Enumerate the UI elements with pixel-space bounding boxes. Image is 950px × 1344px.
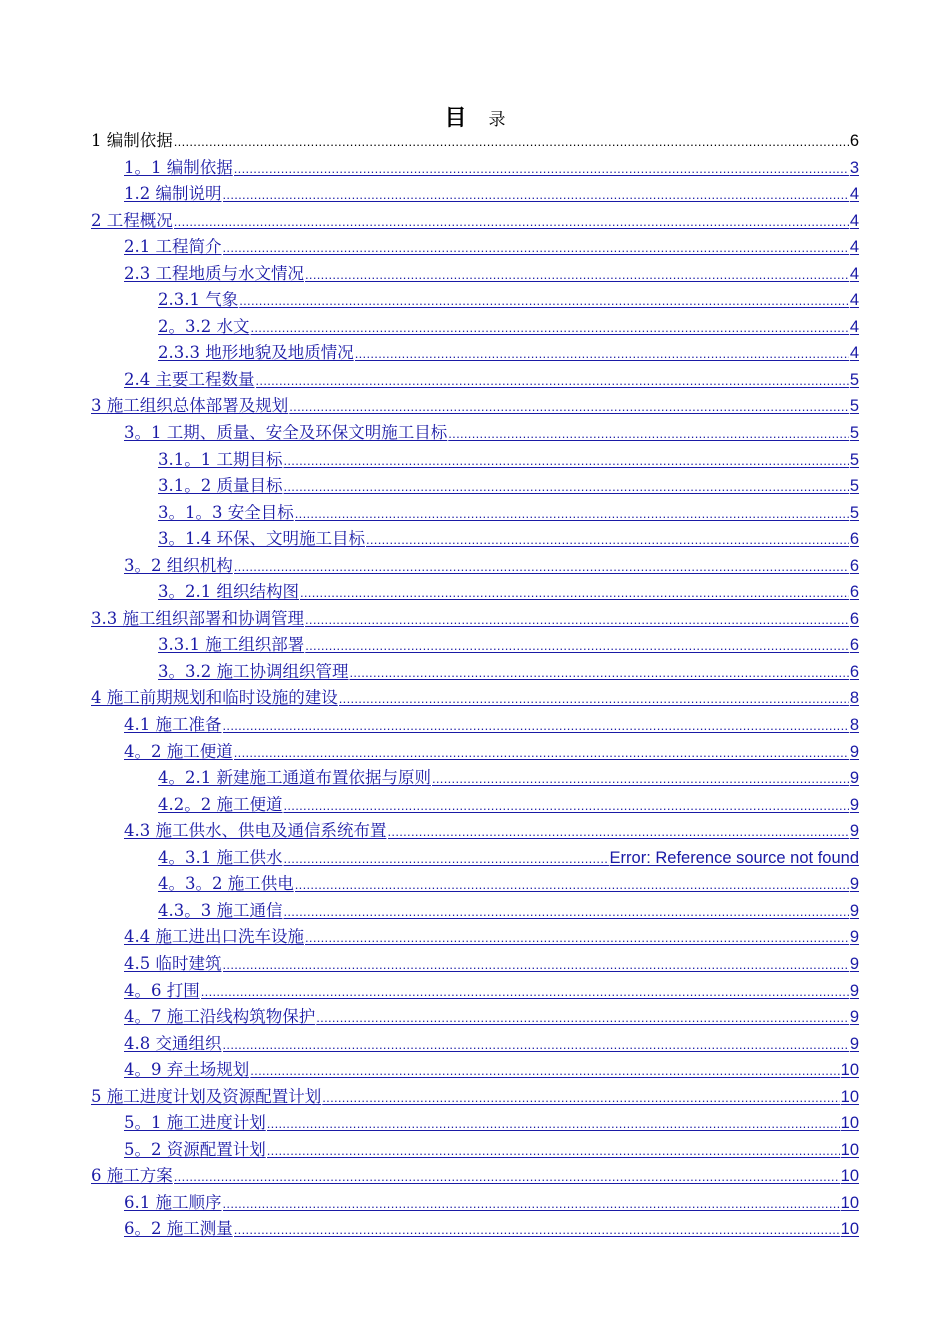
toc-entry-page-number: 8 <box>849 716 859 735</box>
toc-entry-title: 1。1 编制依据 <box>124 157 233 177</box>
toc-leader-dots <box>267 1138 840 1164</box>
toc-entry-page-number: 6 <box>849 556 859 575</box>
toc-entry-page-number: 5 <box>849 424 859 443</box>
toc-leader-dots <box>223 1191 840 1217</box>
toc-entry-title: 3.1。2 质量目标 <box>158 476 283 496</box>
toc-entry-page-number: 6 <box>849 662 859 681</box>
toc-entry-page-number: Error: Reference source not found <box>609 848 859 867</box>
toc-entry-title: 4.8 交通组织 <box>124 1033 222 1053</box>
toc-entry[interactable] <box>91 1137 859 1164</box>
toc-entry-page-number: 9 <box>849 1034 859 1053</box>
toc-entry-title: 5。1 施工进度计划 <box>124 1113 266 1133</box>
toc-entry[interactable] <box>91 765 859 792</box>
toc-entry[interactable] <box>91 234 859 261</box>
toc-entry-title: 2.3.1 气象 <box>158 290 239 310</box>
toc-leader-dots <box>366 527 849 553</box>
toc-entry-title: 4。9 弃土场规划 <box>124 1060 250 1080</box>
toc-entry[interactable] <box>91 261 859 288</box>
toc-leader-dots <box>239 288 849 314</box>
toc-entry[interactable] <box>91 978 859 1005</box>
toc-entry-title: 2.4 主要工程数量 <box>124 369 255 389</box>
toc-entry-page-number: 10 <box>840 1087 859 1106</box>
toc-entry-page-number: 10 <box>840 1061 859 1080</box>
toc-leader-dots <box>234 554 849 580</box>
toc-entry-title: 3。2.1 组织结构图 <box>158 582 299 602</box>
toc-entry[interactable] <box>91 739 859 766</box>
toc-entry-title: 4 施工前期规划和临时设施的建设 <box>91 688 338 708</box>
toc-leader-dots <box>289 394 849 420</box>
toc-entry-title: 5。2 资源配置计划 <box>124 1139 266 1159</box>
toc-entry-title: 2.3.3 地形地貌及地质情况 <box>158 343 354 363</box>
toc-entry-page-number: 10 <box>840 1193 859 1212</box>
toc-entry-page-number: 5 <box>849 397 859 416</box>
toc-entry-title: 4。7 施工沿线构筑物保护 <box>124 1007 316 1027</box>
toc-entry-page-number: 9 <box>849 875 859 894</box>
toc-entry[interactable] <box>91 579 859 606</box>
toc-entry-page-number: 5 <box>849 450 859 469</box>
toc-entry[interactable] <box>91 685 859 712</box>
toc-entry[interactable] <box>91 871 859 898</box>
toc-entry-title: 2.1 工程简介 <box>124 237 222 257</box>
toc-entry-title: 4。6 打围 <box>124 980 200 1000</box>
toc-entry-page-number: 5 <box>849 370 859 389</box>
toc-leader-dots <box>174 129 849 155</box>
toc-leader-dots <box>223 1032 849 1058</box>
toc-entry-page-number: 4 <box>849 211 859 230</box>
toc-leader-dots <box>174 1164 840 1190</box>
toc-entry[interactable] <box>91 314 859 341</box>
toc-entry-title: 6 施工方案 <box>91 1166 173 1186</box>
toc-entry[interactable] <box>91 500 859 527</box>
toc-entry-page-number: 6 <box>849 636 859 655</box>
toc-leader-dots <box>300 580 849 606</box>
toc-leader-dots <box>295 501 849 527</box>
toc-leader-dots <box>234 740 849 766</box>
toc-entry[interactable] <box>91 951 859 978</box>
toc-entry-page-number: 9 <box>849 1008 859 1027</box>
toc-entry[interactable] <box>91 420 859 447</box>
toc-entry-page-number: 6 <box>849 132 859 150</box>
toc-leader-dots <box>283 846 608 872</box>
toc-entry-title: 4.4 施工进出口洗车设施 <box>124 927 304 947</box>
toc-entry[interactable] <box>91 632 859 659</box>
toc-entry-title: 4.1 施工准备 <box>124 715 222 735</box>
toc-entry-title: 4。3.1 施工供水 <box>158 847 283 867</box>
toc-leader-dots <box>223 713 849 739</box>
toc-entry-title: 4。2.1 新建施工通道布置依据与原则 <box>158 768 431 788</box>
toc-entry-title: 4。2 施工便道 <box>124 741 233 761</box>
toc-entry[interactable] <box>91 712 859 739</box>
toc-entry[interactable] <box>91 208 859 235</box>
toc-entry-page-number: 9 <box>849 742 859 761</box>
toc-entry[interactable] <box>91 340 859 367</box>
toc-leader-dots <box>322 1085 839 1111</box>
toc-entry-title: 4.3 施工供水、供电及通信系统布置 <box>124 821 387 841</box>
toc-leader-dots <box>223 235 849 261</box>
toc-entry-title: 4.5 临时建筑 <box>124 953 222 973</box>
toc-entry-title: 6。2 施工测量 <box>124 1219 233 1239</box>
toc-title-main: 目 <box>444 105 467 131</box>
toc-entry[interactable] <box>91 1216 859 1243</box>
toc-leader-dots <box>355 341 849 367</box>
toc-entry[interactable] <box>91 792 859 819</box>
toc-entry-page-number: 10 <box>840 1220 859 1239</box>
toc-entry-title: 2.3 工程地质与水文情况 <box>124 263 304 283</box>
toc-entry-page-number: 3 <box>849 158 859 177</box>
toc-entry-title: 4.2。2 施工便道 <box>158 794 283 814</box>
toc-entry-page-number: 9 <box>849 769 859 788</box>
toc-entry-title: 1 编制依据 <box>91 131 173 150</box>
toc-leader-dots <box>250 315 848 341</box>
toc-entry-page-number: 9 <box>849 795 859 814</box>
toc-entry-page-number: 4 <box>849 344 859 363</box>
toc-entry-title: 2 工程概况 <box>91 210 173 230</box>
toc-entry[interactable] <box>91 845 859 872</box>
toc-entry-page-number: 9 <box>849 901 859 920</box>
toc-entry-title: 3。1。3 安全目标 <box>158 502 294 522</box>
toc-leader-dots <box>349 660 848 686</box>
toc-entry-page-number: 6 <box>849 583 859 602</box>
toc-entry-page-number: 8 <box>849 689 859 708</box>
toc-entry[interactable] <box>91 1004 859 1031</box>
toc-entry[interactable] <box>91 818 859 845</box>
toc-leader-dots <box>267 1111 840 1137</box>
toc-entry-page-number: 4 <box>849 264 859 283</box>
toc-entry-page-number: 10 <box>840 1114 859 1133</box>
toc-leader-dots <box>295 872 849 898</box>
toc-entry[interactable] <box>91 473 859 500</box>
toc-leader-dots <box>448 421 849 447</box>
toc-entry <box>91 128 859 155</box>
toc-entry-page-number: 5 <box>849 503 859 522</box>
toc-entry-page-number: 9 <box>849 928 859 947</box>
toc-entry[interactable] <box>91 287 859 314</box>
toc-entry-title: 2。3.2 水文 <box>158 316 250 336</box>
toc-leader-dots <box>234 1217 840 1243</box>
toc-leader-dots <box>223 182 849 208</box>
toc-entry-title: 4.3。3 施工通信 <box>158 900 283 920</box>
toc-entry[interactable] <box>91 1163 859 1190</box>
toc-entry[interactable] <box>91 526 859 553</box>
toc-leader-dots <box>305 633 849 659</box>
toc-entry[interactable] <box>91 1031 859 1058</box>
toc-entry-page-number: 9 <box>849 822 859 841</box>
toc-leader-dots <box>234 156 849 182</box>
toc-entry-title: 3.1。1 工期目标 <box>158 449 283 469</box>
toc-entry-page-number: 9 <box>849 981 859 1000</box>
toc-entry[interactable] <box>91 1084 859 1111</box>
table-of-contents <box>91 128 859 1243</box>
toc-entry-title: 6.1 施工顺序 <box>124 1192 222 1212</box>
toc-entry[interactable] <box>91 393 859 420</box>
toc-entry-title: 3。2 组织机构 <box>124 555 233 575</box>
toc-leader-dots <box>174 209 849 235</box>
toc-leader-dots <box>305 607 849 633</box>
toc-entry[interactable] <box>91 1057 859 1084</box>
toc-entry[interactable] <box>91 553 859 580</box>
toc-entry-title: 3 施工组织总体部署及规划 <box>91 396 289 416</box>
toc-leader-dots <box>316 1005 849 1031</box>
toc-entry-page-number: 6 <box>849 530 859 549</box>
toc-entry-page-number: 10 <box>840 1167 859 1186</box>
toc-leader-dots <box>388 819 849 845</box>
toc-entry-page-number: 6 <box>849 609 859 628</box>
toc-entry[interactable] <box>91 606 859 633</box>
toc-entry-title: 3.3.1 施工组织部署 <box>158 635 305 655</box>
toc-entry-title: 3。3.2 施工协调组织管理 <box>158 661 349 681</box>
toc-entry[interactable] <box>91 659 859 686</box>
toc-entry-page-number: 4 <box>849 317 859 336</box>
toc-leader-dots <box>283 793 848 819</box>
toc-leader-dots <box>283 448 848 474</box>
toc-entry-title: 3。1.4 环保、文明施工目标 <box>158 529 365 549</box>
toc-leader-dots <box>305 925 849 951</box>
toc-entry-title: 4。3。2 施工供电 <box>158 874 294 894</box>
toc-entry[interactable] <box>91 155 859 182</box>
toc-leader-dots <box>256 368 849 394</box>
toc-leader-dots <box>201 979 849 1005</box>
toc-leader-dots <box>305 262 849 288</box>
toc-entry-page-number: 5 <box>849 477 859 496</box>
toc-entry[interactable] <box>91 898 859 925</box>
toc-entry[interactable] <box>91 447 859 474</box>
toc-leader-dots <box>250 1058 839 1084</box>
toc-entry-page-number: 4 <box>849 185 859 204</box>
toc-leader-dots <box>283 474 848 500</box>
toc-entry[interactable] <box>91 367 859 394</box>
toc-leader-dots <box>223 952 849 978</box>
toc-entry[interactable] <box>91 924 859 951</box>
toc-entry-title: 3.3 施工组织部署和协调管理 <box>91 608 304 628</box>
toc-entry-page-number: 10 <box>840 1140 859 1159</box>
toc-entry-title: 5 施工进度计划及资源配置计划 <box>91 1086 322 1106</box>
toc-entry[interactable] <box>91 1190 859 1217</box>
toc-entry[interactable] <box>91 1110 859 1137</box>
toc-entry-page-number: 9 <box>849 954 859 973</box>
toc-title-sub: 录 <box>488 110 506 130</box>
toc-leader-dots <box>283 899 848 925</box>
toc-entry-title: 1.2 编制说明 <box>124 184 222 204</box>
toc-entry-page-number: 4 <box>849 291 859 310</box>
toc-leader-dots <box>432 766 849 792</box>
toc-entry-title: 3。1 工期、质量、安全及环保文明施工目标 <box>124 423 448 443</box>
toc-leader-dots <box>339 686 849 712</box>
toc-entry[interactable] <box>91 181 859 208</box>
toc-entry-page-number: 4 <box>849 238 859 257</box>
